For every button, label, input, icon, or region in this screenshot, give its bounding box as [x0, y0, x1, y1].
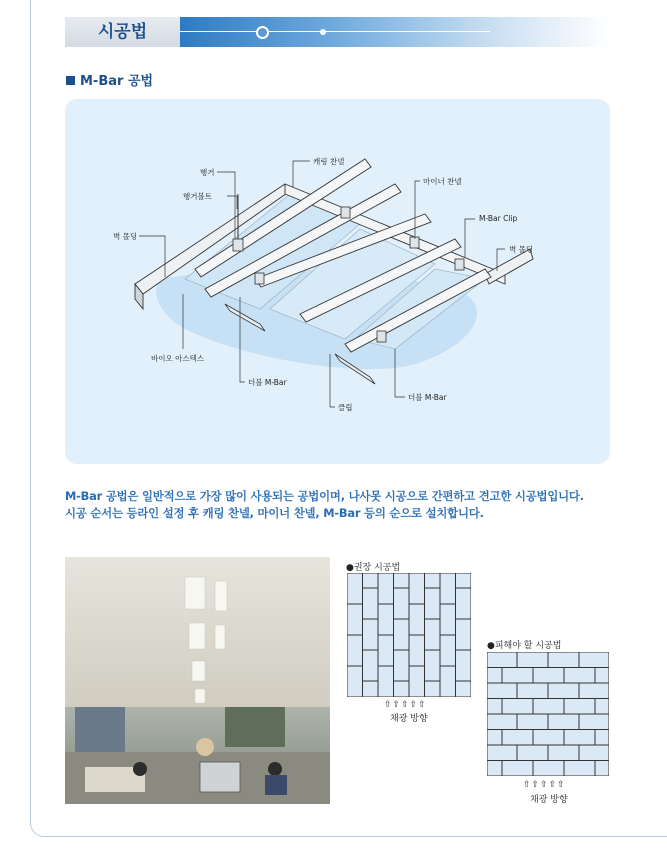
mbar-clip-5 — [410, 237, 419, 248]
label-hanger: 행거 — [200, 168, 215, 177]
label-wall-molding-left: 벽 몰딩 — [113, 232, 138, 241]
mbar-clip-3 — [455, 259, 464, 270]
header-dot-small — [320, 29, 326, 35]
pattern-recommended-direction: 채광 방향 — [390, 714, 428, 724]
header-dot-large — [256, 26, 269, 39]
description — [65, 488, 625, 522]
wall-molding-right — [485, 249, 533, 284]
pattern-recommended-arrows-icon: ⇧⇧⇧⇧⇧ — [384, 700, 427, 710]
label-carrying-channel: 캐링 찬넬 — [313, 157, 345, 166]
label-minor-channel: 마이너 찬넬 — [423, 177, 462, 186]
header-line — [180, 31, 490, 32]
pattern-avoid-arrows-icon: ⇧⇧⇧⇧⇧ — [523, 780, 566, 790]
mbar-clip-2 — [255, 273, 264, 284]
pattern-avoid-title: ●피해야 할 시공법 — [487, 641, 562, 651]
ceiling-structure-diagram — [65, 99, 610, 464]
section-title — [66, 70, 153, 89]
pattern-avoid-grid — [487, 652, 609, 776]
label-mbar-clip: M-Bar Clip — [479, 214, 518, 223]
section-title-text: M-Bar 공법 — [80, 74, 154, 89]
pattern-recommended-grid — [347, 573, 471, 697]
hanger-clip — [233, 239, 243, 251]
label-hanger-bolt: 행거볼트 — [183, 192, 212, 201]
label-clip: 클립 — [338, 403, 353, 412]
label-wall-molding-right: 벽 몰딩 — [509, 245, 534, 254]
pattern-avoid-direction: 채광 방향 — [530, 795, 568, 805]
square-bullet-icon — [66, 76, 75, 85]
description-line-1: M-Bar 공법은 일반적으로 가장 많이 사용되는 공법이며, 나사못 시공으로 간편하고 견고한 시공법입니다. — [65, 489, 584, 503]
mbar-clip-1 — [341, 207, 350, 218]
page-title: 시공법 — [97, 22, 148, 42]
label-double-mbar-1: 더블 M-Bar — [248, 378, 287, 387]
description-line-2: 시공 순서는 등라인 설정 후 캐링 찬넬, 마이너 찬넬, M-Bar 등의 순으로 설치합니다. — [65, 506, 484, 520]
label-double-mbar-2: 더블 M-Bar — [408, 393, 447, 402]
label-bio-astex: 바이오 아스텍스 — [151, 354, 205, 363]
header-band — [180, 17, 610, 47]
mbar-clip-4 — [377, 331, 386, 342]
pattern-recommended-title: ●권장 시공법 — [346, 563, 401, 573]
office-photo — [65, 557, 330, 804]
